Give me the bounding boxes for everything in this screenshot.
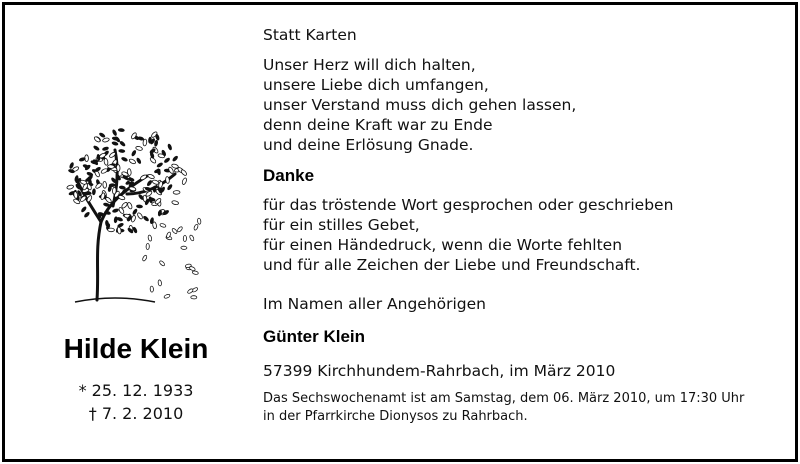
birth-date: * 25. 12. 1933 — [78, 381, 194, 400]
tree-icon — [55, 110, 205, 310]
mass-notice — [263, 390, 783, 426]
thanks-text — [263, 195, 783, 275]
poem-line: Unser Herz will dich halten, — [263, 56, 476, 74]
text-column — [263, 25, 783, 426]
poem-line: denn deine Kraft war zu Ende — [263, 116, 493, 134]
thanks-line: für einen Händedruck, wenn die Worte fehlten — [263, 236, 623, 254]
on-behalf-line: Im Namen aller Angehörigen — [263, 295, 487, 313]
notice-line: Das Sechswochenamt ist am Samstag, dem 06. März 2010, um 17:30 Uhr — [263, 391, 745, 406]
poem-line: unser Verstand muss dich gehen lassen, — [263, 96, 577, 114]
signer-name: Günter Klein — [263, 327, 366, 346]
obituary-card — [2, 2, 798, 462]
poem-line: und deine Erlösung Gnade. — [263, 136, 474, 154]
deceased-name: Hilde Klein — [63, 333, 209, 364]
poem — [263, 55, 783, 155]
notice-line: in der Pfarrkirche Dionysos zu Rahrbach. — [263, 409, 528, 424]
thanks-line: und für alle Zeichen der Liebe und Freundschaft. — [263, 256, 641, 274]
poem-line: unsere Liebe dich umfangen, — [263, 76, 489, 94]
thanks-line: für ein stilles Gebet, — [263, 216, 420, 234]
death-date: † 7. 2. 2010 — [88, 404, 184, 423]
intro-line: Statt Karten — [263, 26, 357, 44]
thanks-line: für das tröstende Wort gesprochen oder geschrieben — [263, 196, 674, 214]
place-date: 57399 Kirchhundem-Rahrbach, im März 2010 — [263, 362, 616, 380]
life-dates — [5, 379, 267, 425]
thanks-heading: Danke — [263, 166, 315, 185]
